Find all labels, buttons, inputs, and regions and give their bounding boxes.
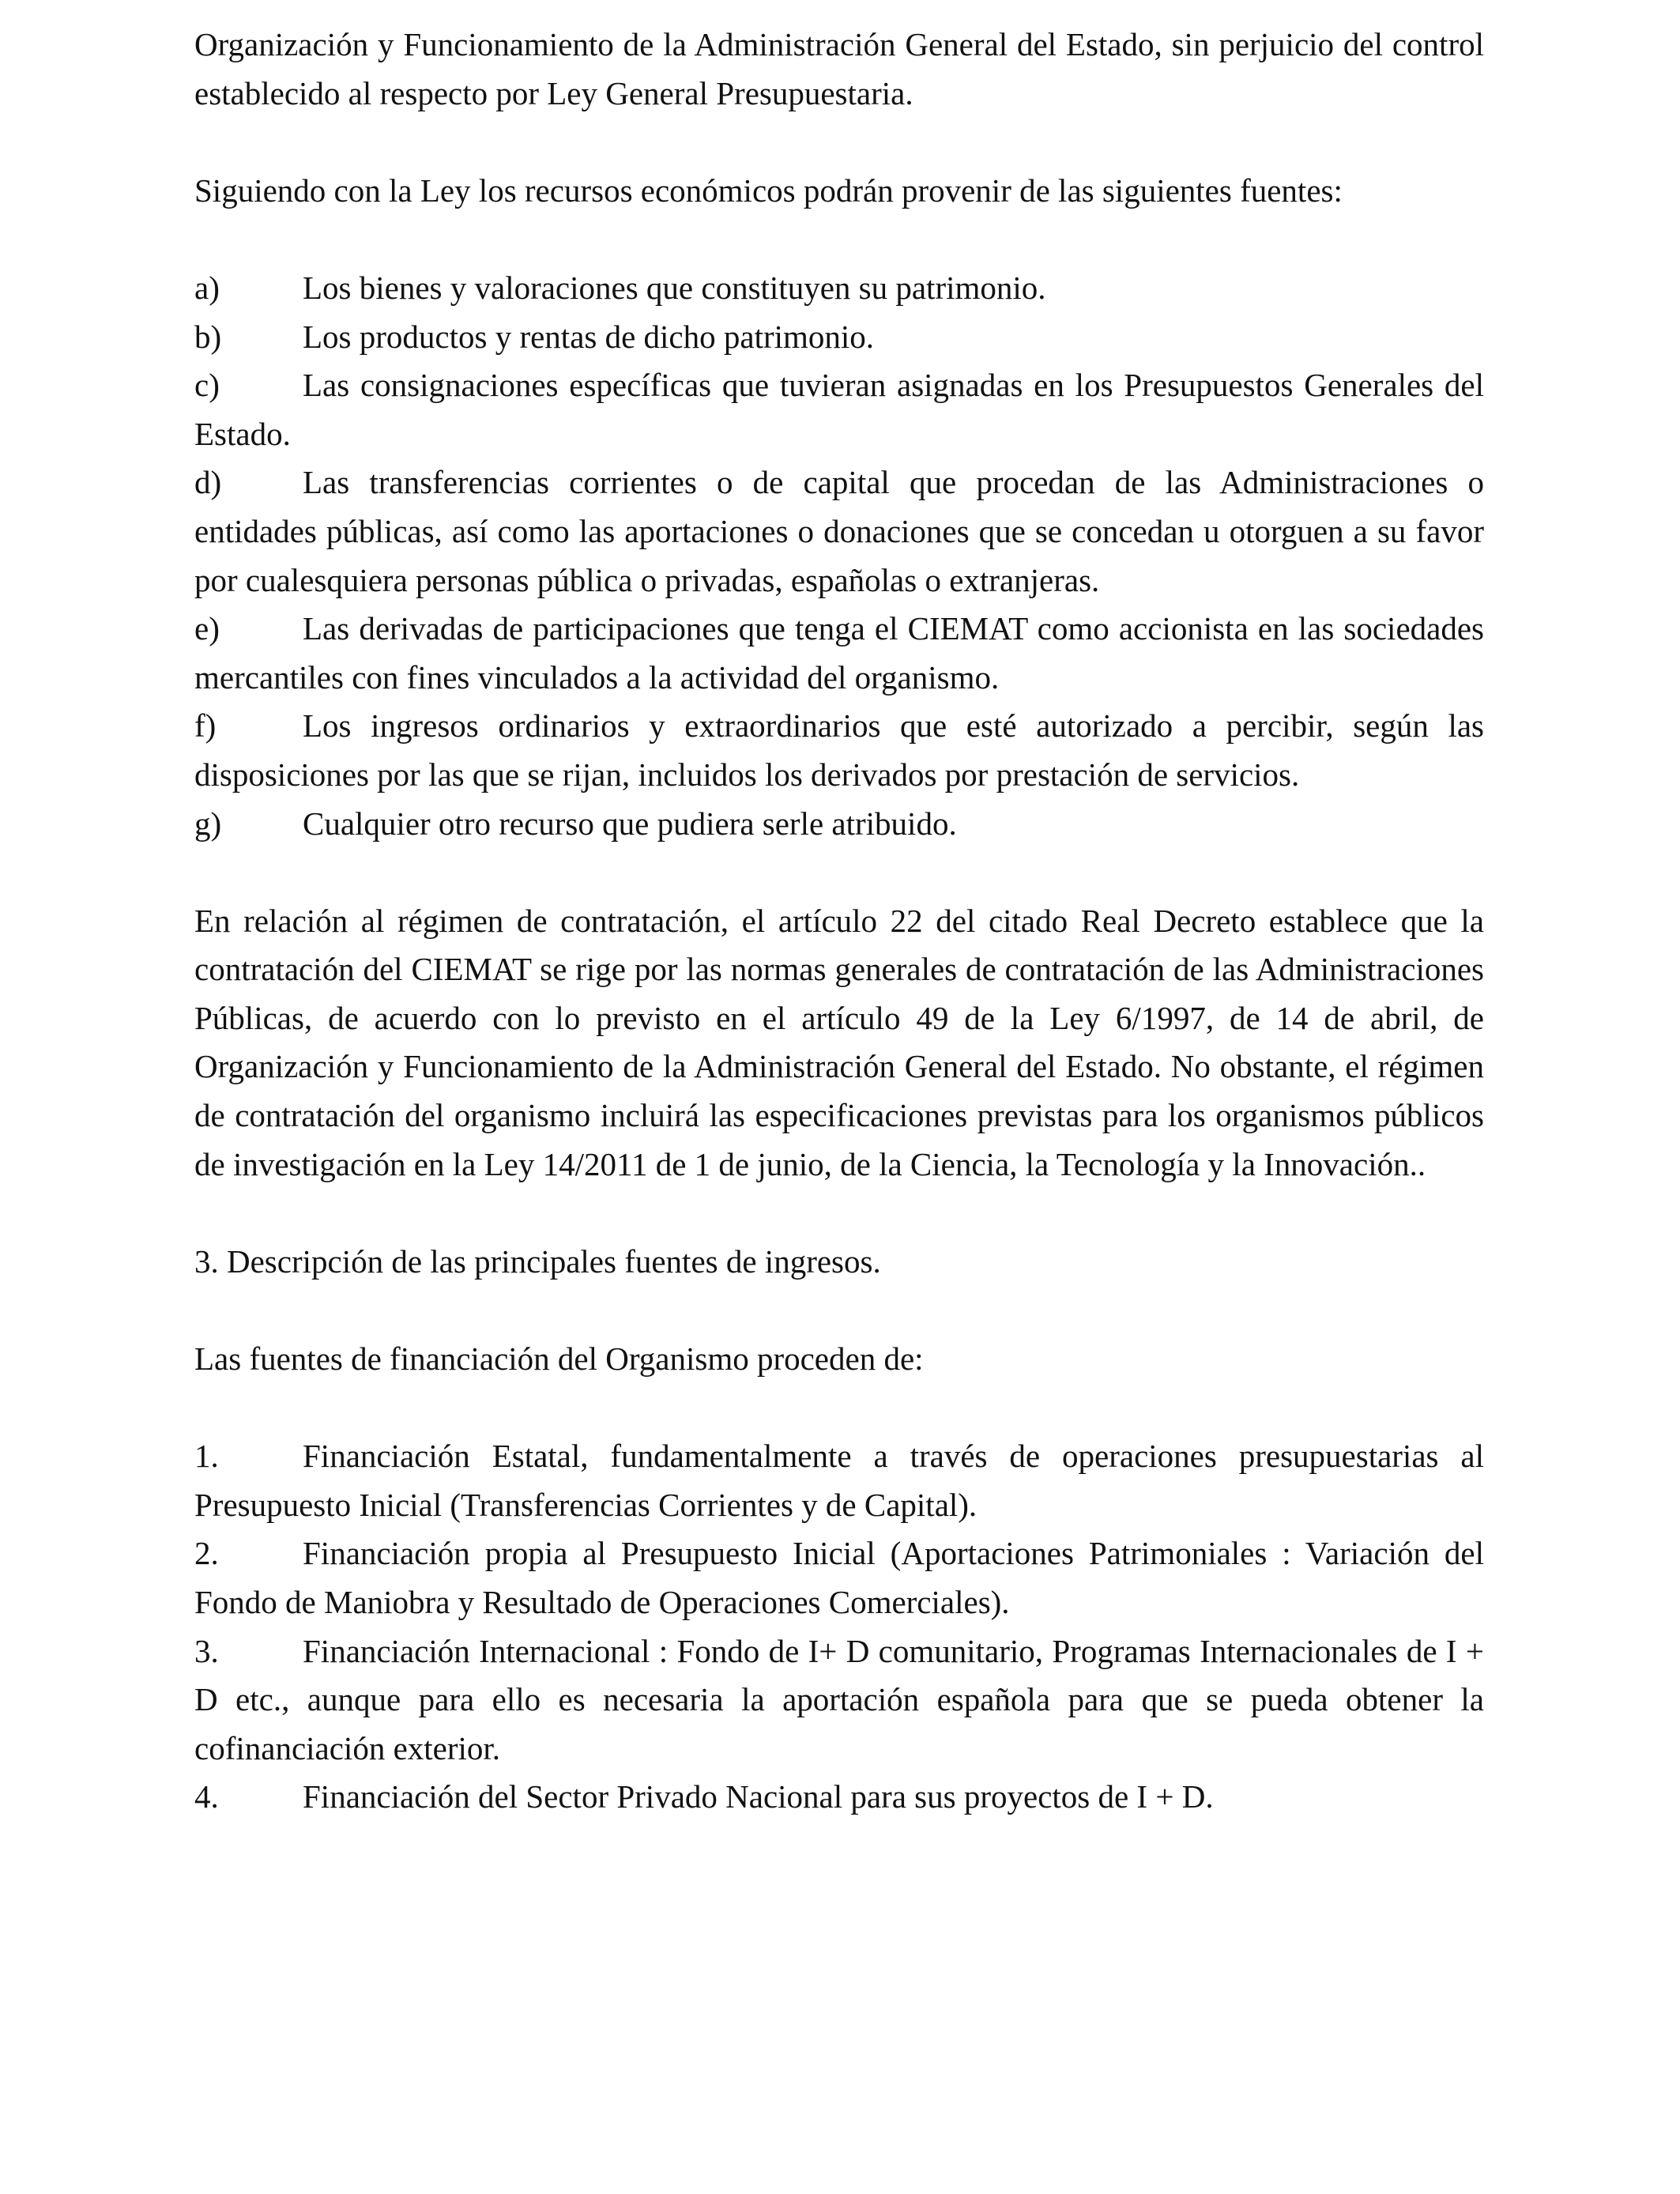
list-marker: 4.	[194, 1778, 219, 1815]
funding-item-2	[194, 1529, 1484, 1627]
list-item-text: Las derivadas de participaciones que tenga el CIEMAT como accionista en las sociedades mercantiles con fines vinculados a la actividad del organismo.	[194, 610, 1484, 696]
list-marker: 2.	[194, 1535, 219, 1572]
resources-list	[194, 264, 1484, 848]
list-item-text: Los bienes y valoraciones que constituyen su patrimonio.	[303, 269, 1046, 306]
list-item-a	[194, 264, 1484, 313]
list-item-text: Los ingresos ordinarios y extraordinarios que esté autorizado a percibir, según las disposiciones por las que se rijan, incluidos los derivados por prestación de servicios.	[194, 707, 1484, 793]
section-heading: 3. Descripción de las principales fuentes de ingresos.	[194, 1242, 881, 1280]
list-marker: d)	[194, 464, 222, 501]
list-item-b	[194, 313, 1484, 362]
list-item-text: Financiación del Sector Privado Nacional para sus proyectos de I + D.	[303, 1778, 1214, 1815]
funding-item-4	[194, 1773, 1484, 1822]
list-marker: a)	[194, 269, 220, 306]
list-marker: c)	[194, 367, 220, 404]
sources-intro-paragraph: Siguiendo con la Ley los recursos económicos podrán provenir de las siguientes fuentes:	[194, 172, 1343, 209]
list-marker: e)	[194, 610, 220, 647]
list-item-text: Financiación Estatal, fundamentalmente a través de operaciones presupuestarias al Presupuesto Inicial (Transferencias Corrientes y de Capital).	[194, 1438, 1484, 1523]
list-marker: b)	[194, 318, 222, 355]
list-item-text: Las transferencias corrientes o de capital que procedan de las Administraciones o entidades públicas, así como las aportaciones o donaciones que se concedan u otorguen a su favor por cualesquiera personas pública o privadas, españolas o extranjeras.	[194, 464, 1484, 598]
list-item-c	[194, 361, 1484, 458]
intro-paragraph: Organización y Funcionamiento de la Administración General del Estado, sin perjuicio del control establecido al respecto por Ley General Presupuestaria.	[194, 26, 1484, 111]
funding-list	[194, 1432, 1484, 1822]
list-marker: g)	[194, 805, 222, 842]
list-item-text: Financiación propia al Presupuesto Inicial (Aportaciones Patrimoniales : Variación del Fondo de Maniobra y Resultado de Operaciones Comerciales).	[194, 1535, 1484, 1620]
list-marker: f)	[194, 707, 217, 745]
list-item-d	[194, 458, 1484, 605]
list-marker: 1.	[194, 1438, 219, 1475]
document-page	[194, 21, 1484, 1822]
list-item-g	[194, 800, 1484, 849]
funding-item-3	[194, 1627, 1484, 1774]
list-item-f	[194, 702, 1484, 799]
list-item-text: Cualquier otro recurso que pudiera serle atribuido.	[303, 805, 957, 842]
funding-intro-paragraph: Las fuentes de financiación del Organismo proceden de:	[194, 1340, 924, 1378]
list-marker: 3.	[194, 1632, 219, 1669]
funding-item-1	[194, 1432, 1484, 1529]
contracting-paragraph: En relación al régimen de contratación, el artículo 22 del citado Real Decreto establece que la contratación del CIEMAT se rige por las normas generales de contratación de las Administraciones Públicas, de acuerdo con lo previsto en el artículo 49 de la Ley 6/1997, de 14 de abril, de Organización y Funcionamiento de la Administración General del Estado. No obstante, el régimen de contratación del organismo incluirá las especificaciones previstas para los organismos públicos de investigación en la Ley 14/2011 de 1 de junio, de la Ciencia, la Tecnología y la Innovación..	[194, 902, 1484, 1182]
list-item-text: Los productos y rentas de dicho patrimonio.	[303, 318, 875, 355]
list-item-e	[194, 605, 1484, 702]
list-item-text: Financiación Internacional : Fondo de I+ D comunitario, Programas Internacionales de I + D etc., aunque para ello es necesaria la aportación española para que se pueda obtener la cofinanciación exterior.	[194, 1632, 1484, 1766]
list-item-text: Las consignaciones específicas que tuvieran asignadas en los Presupuestos Generales del Estado.	[194, 367, 1484, 452]
